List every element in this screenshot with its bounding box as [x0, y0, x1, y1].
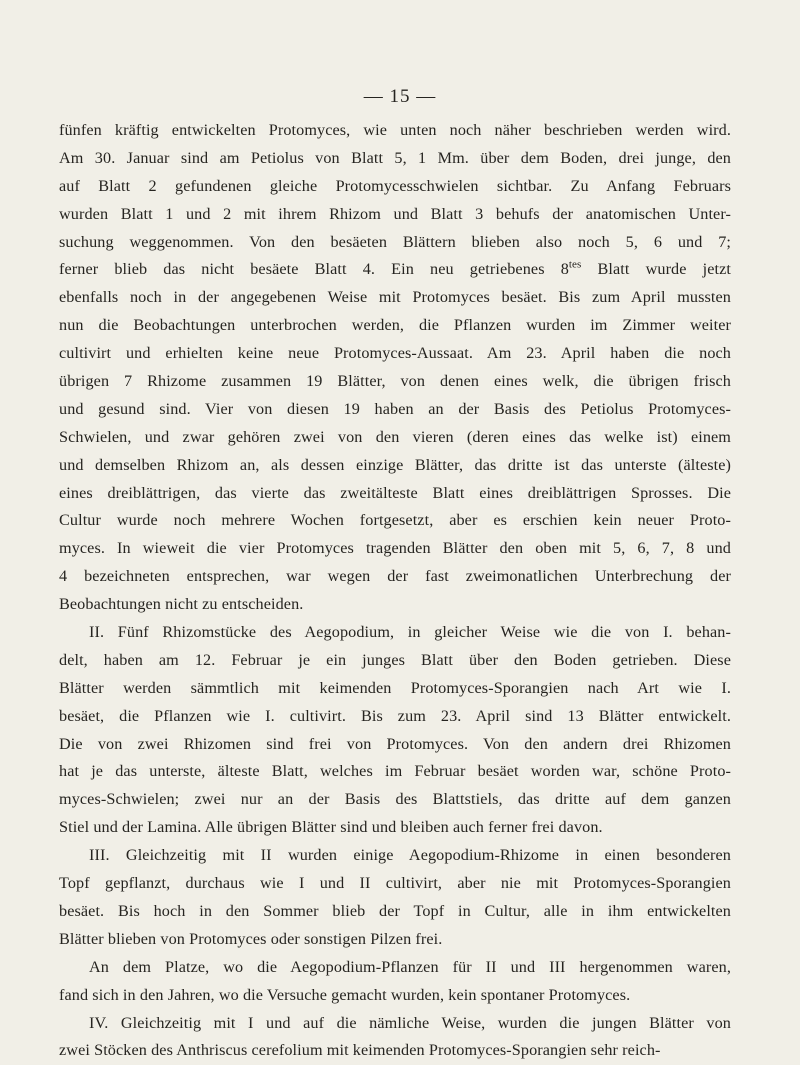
- text-line: übrigen 7 Rhizome zusammen 19 Blätter, von denen eines welk, die übrigen frisch: [59, 368, 731, 396]
- text-line: cultivirt und erhielten keine neue Protomyces-Aussaat. Am 23. April haben die noch: [59, 340, 731, 368]
- text-line: Beobachtungen nicht zu entscheiden.: [59, 591, 731, 619]
- text-line: II. Fünf Rhizomstücke des Aegopodium, in gleicher Weise wie die von I. behan-: [59, 619, 731, 647]
- text-line: Am 30. Januar sind am Petiolus von Blatt 5, 1 Mm. über dem Boden, drei junge, den: [59, 145, 731, 173]
- text-line: III. Gleichzeitig mit II wurden einige Aegopodium-Rhizome in einen besonderen: [59, 842, 731, 870]
- text-line: Blätter werden sämmtlich mit keimenden Protomyces-Sporangien nach Art wie I.: [59, 675, 731, 703]
- text-line: Cultur wurde noch mehrere Wochen fortgesetzt, aber es erschien kein neuer Proto-: [59, 507, 731, 535]
- text-line: und gesund sind. Vier von diesen 19 haben an der Basis des Petiolus Protomyces-: [59, 396, 731, 424]
- text-line: zwei Stöcken des Anthriscus cerefolium mit keimenden Protomyces-Sporangien sehr reich-: [59, 1037, 731, 1065]
- text-line: besäet, die Pflanzen wie I. cultivirt. Bis zum 23. April sind 13 Blätter entwickelt.: [59, 703, 731, 731]
- text-line: eines dreiblättrigen, das vierte das zweitälteste Blatt eines dreiblättrigen Sprosses. Die: [59, 480, 731, 508]
- text-line: hat je das unterste, älteste Blatt, welches im Februar besäet worden war, schöne Proto-: [59, 758, 731, 786]
- text-line: Die von zwei Rhizomen sind frei von Protomyces. Von den andern drei Rhizomen: [59, 731, 731, 759]
- text-line: suchung weggenommen. Von den besäeten Blättern blieben also noch 5, 6 und 7;: [59, 229, 731, 257]
- text-line: ferner blieb das nicht besäete Blatt 4. Ein neu getriebenes $8^{tes}$ Blatt wurde jetzt: [59, 256, 731, 284]
- text-line: 4 bezeichneten entsprechen, war wegen der fast zweimonatlichen Unterbrechung der: [59, 563, 731, 591]
- text-line: fand sich in den Jahren, wo die Versuche gemacht wurden, kein spontaner Protomyces.: [59, 982, 731, 1010]
- text-line: und demselben Rhizom an, als dessen einzige Blätter, das dritte ist das unterste (älteste): [59, 452, 731, 480]
- paragraph: [59, 954, 731, 1010]
- page-number: — 15 —: [0, 86, 800, 108]
- text-line: nun die Beobachtungen unterbrochen werden, die Pflanzen wurden im Zimmer weiter: [59, 312, 731, 340]
- text-line: myces-Schwielen; zwei nur an der Basis des Blattstiels, das dritte auf dem ganzen: [59, 786, 731, 814]
- paragraph: [59, 619, 731, 842]
- paragraph: [59, 1010, 731, 1065]
- text-line: myces. In wieweit die vier Protomyces tragenden Blätter den oben mit 5, 6, 7, 8 und: [59, 535, 731, 563]
- text-line: delt, haben am 12. Februar je ein junges Blatt über den Boden getrieben. Diese: [59, 647, 731, 675]
- text-line: Blätter blieben von Protomyces oder sonstigen Pilzen frei.: [59, 926, 731, 954]
- paragraph: [59, 117, 731, 619]
- text-line: ebenfalls noch in der angegebenen Weise mit Protomyces besäet. Bis zum April mussten: [59, 284, 731, 312]
- text-line: Topf gepflanzt, durchaus wie I und II cultivirt, aber nie mit Protomyces-Sporangien: [59, 870, 731, 898]
- paragraph: [59, 842, 731, 954]
- text-line: IV. Gleichzeitig mit I und auf die nämliche Weise, wurden die jungen Blätter von: [59, 1010, 731, 1038]
- text-line: wurden Blatt 1 und 2 mit ihrem Rhizom und Blatt 3 behufs der anatomischen Unter-: [59, 201, 731, 229]
- text-line: An dem Platze, wo die Aegopodium-Pflanzen für II und III hergenommen waren,: [59, 954, 731, 982]
- body-text: [59, 117, 731, 1065]
- text-line: auf Blatt 2 gefundenen gleiche Protomycesschwielen sichtbar. Zu Anfang Februars: [59, 173, 731, 201]
- text-line: besäet. Bis hoch in den Sommer blieb der Topf in Cultur, alle in ihm entwickelten: [59, 898, 731, 926]
- text-line: Schwielen, und zwar gehören zwei von den vieren (deren eines das welke ist) einem: [59, 424, 731, 452]
- text-line: fünfen kräftig entwickelten Protomyces, wie unten noch näher beschrieben werden wird.: [59, 117, 731, 145]
- text-line: Stiel und der Lamina. Alle übrigen Blätter sind und bleiben auch ferner frei davon.: [59, 814, 731, 842]
